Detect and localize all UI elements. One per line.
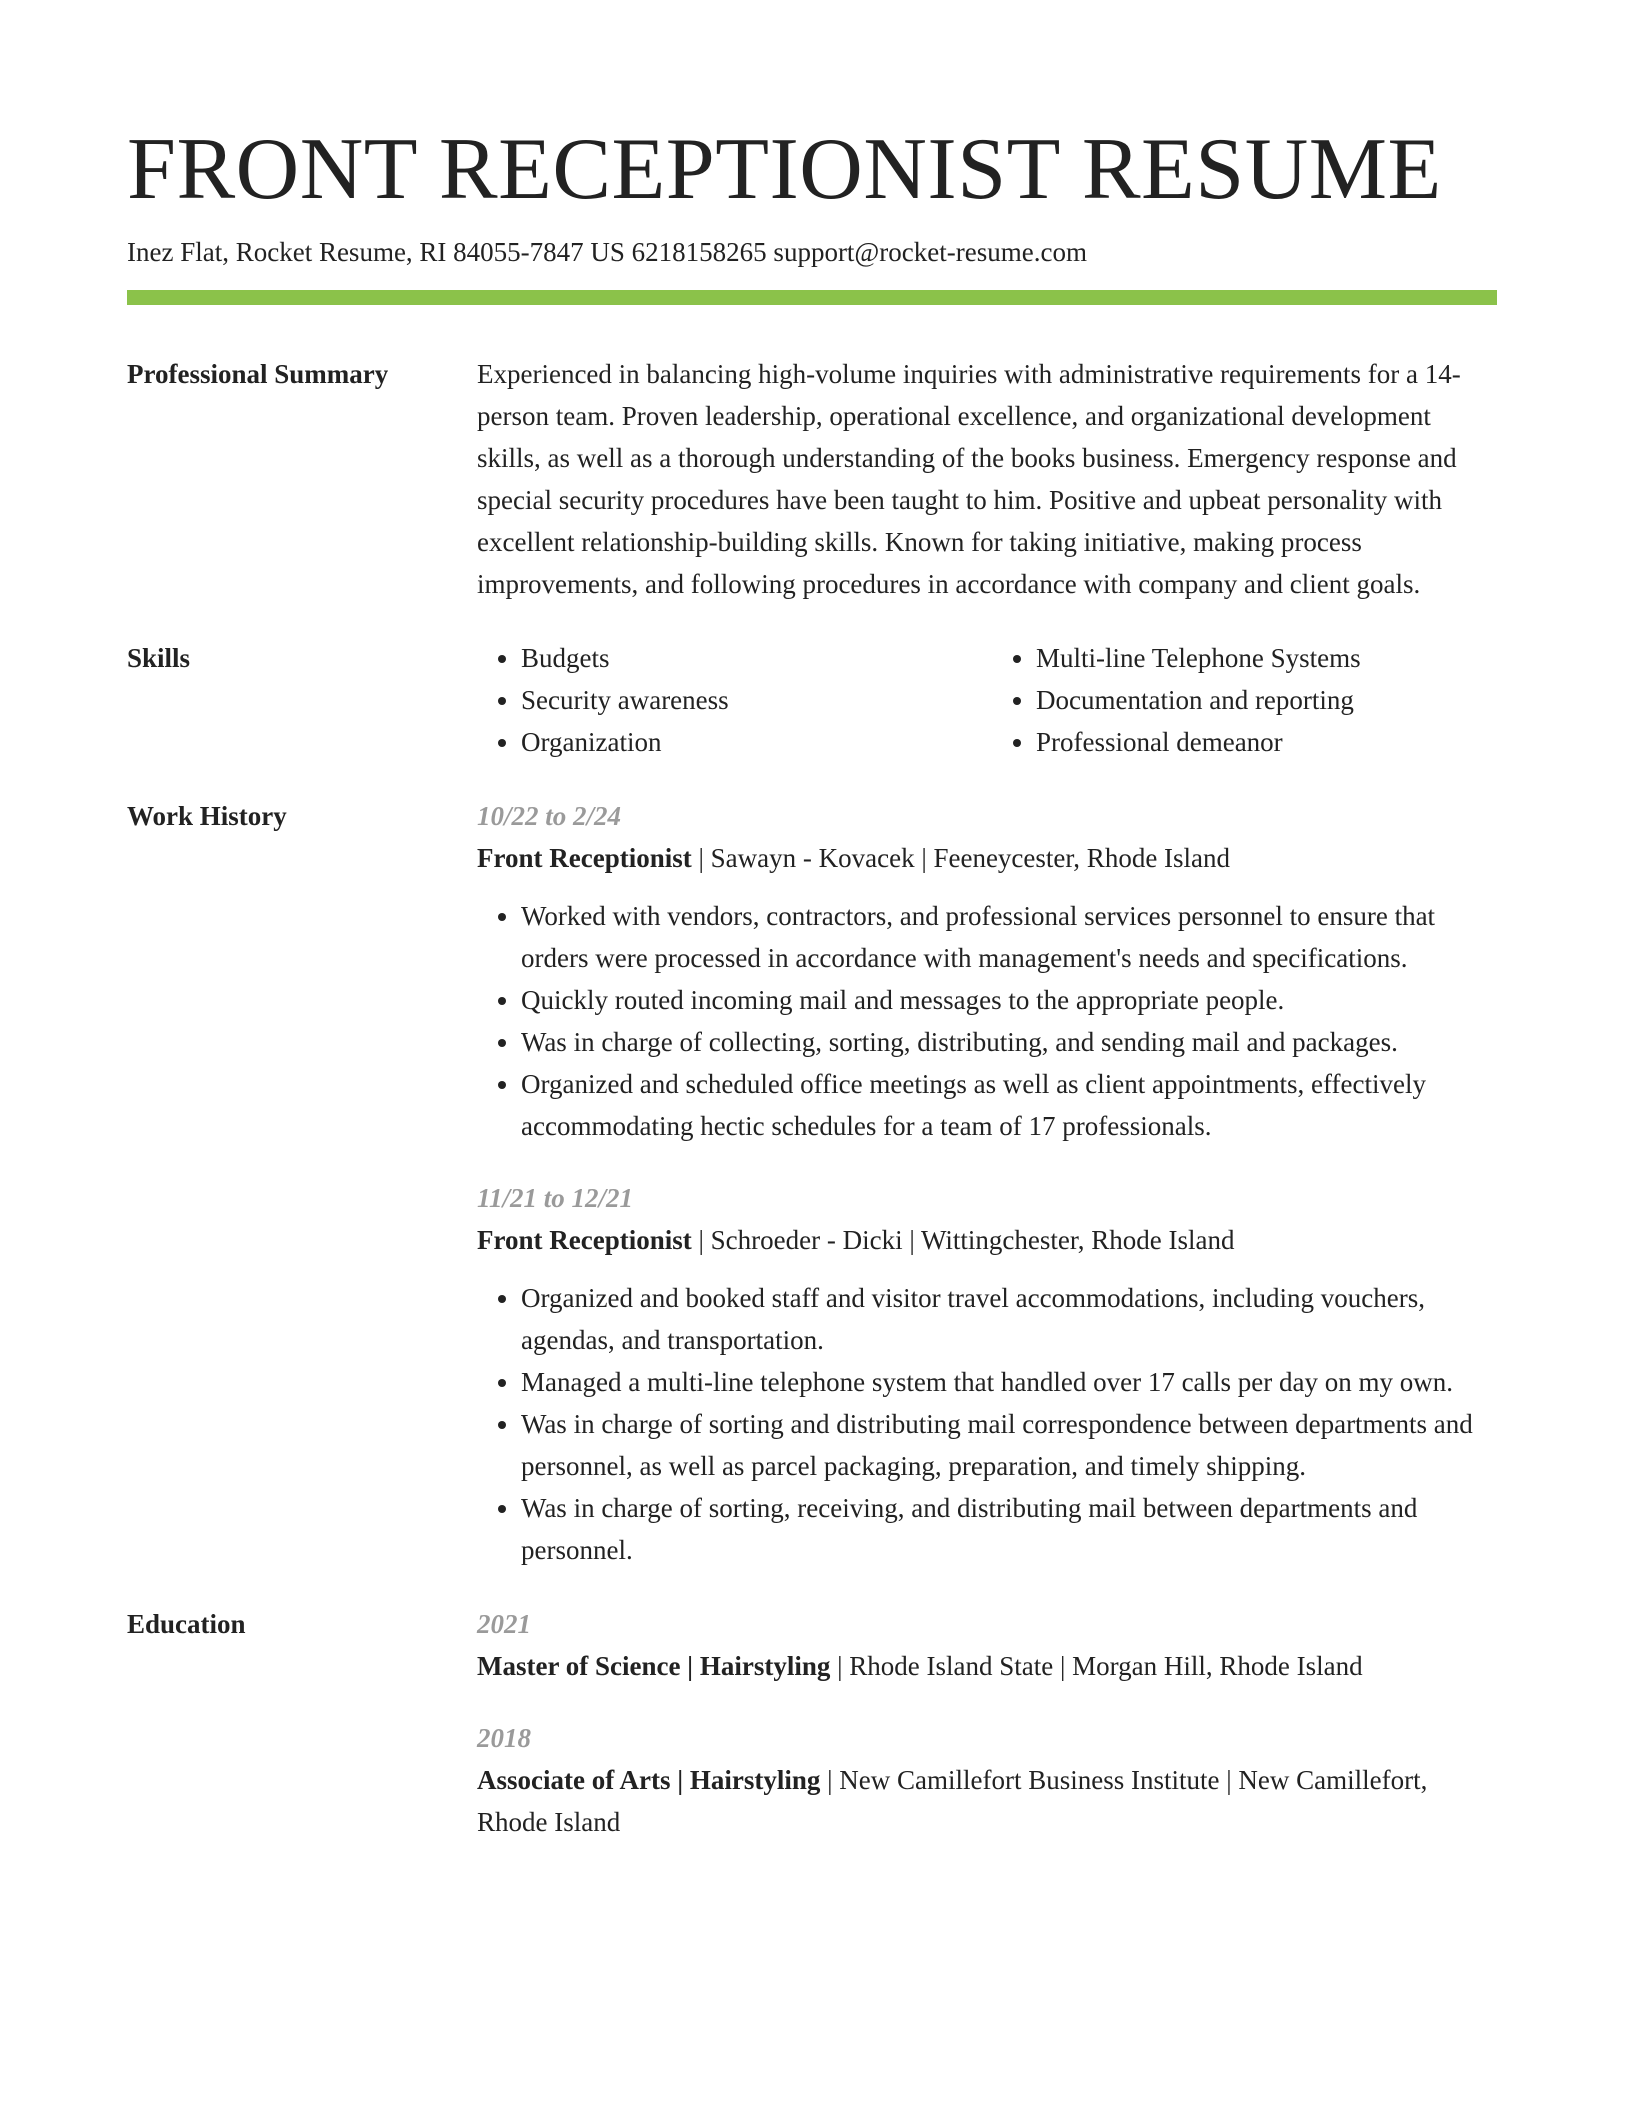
job-employer-location: | Schroeder - Dicki | Wittingchester, Rhode Island: [691, 1225, 1235, 1255]
job-title: Front Receptionist: [477, 843, 692, 873]
education-heading-line: [477, 1645, 1497, 1687]
education-heading-line: [477, 1759, 1497, 1843]
skills-column-right: [992, 637, 1496, 763]
work-history-heading: Work History: [127, 801, 287, 831]
duty-item: • Organized and booked staff and visitor travel accommodations, including vouchers, agendas, and transportation.: [521, 1277, 1497, 1361]
skills-list: [477, 637, 1497, 763]
skills-column-left: [477, 637, 976, 763]
work-history-section: [127, 795, 1497, 1571]
duty-item: • Quickly routed incoming mail and messages to the appropriate people.: [521, 979, 1497, 1021]
accent-divider: [127, 290, 1497, 305]
duty-item: • Was in charge of collecting, sorting, distributing, and sending mail and packages.: [521, 1021, 1497, 1063]
job-duties: [477, 895, 1497, 1147]
resume-page: [127, 118, 1497, 1843]
summary-text: Experienced in balancing high-volume inquiries with administrative requirements for a 14-person team. Proven leadership, operational excellence, and organizational development skills, as well as a thorough understanding of the books business. Emergency response and special security procedures have been taught to him. Positive and upbeat personality with excellent relationship-building skills. Known for taking initiative, making process improvements, and following procedures in accordance with company and client goals.: [477, 359, 1461, 599]
skill-item: • Organization: [521, 721, 976, 763]
skills-heading: Skills: [127, 643, 191, 673]
job-entry: [477, 1177, 1497, 1571]
job-entry: [477, 795, 1497, 1147]
education-entry: [477, 1603, 1497, 1687]
duty-item: • Worked with vendors, contractors, and professional services personnel to ensure that orders were processed in accordance with management's needs and specifications.: [521, 895, 1497, 979]
education-section: [127, 1603, 1497, 1843]
resume-title: FRONT RECEPTIONIST RESUME: [127, 121, 1442, 218]
duty-item: • Organized and scheduled office meetings as well as client appointments, effectively accommodating hectic schedules for a team of 17 professionals.: [521, 1063, 1497, 1147]
education-entry: [477, 1717, 1497, 1843]
education-heading: Education: [127, 1609, 246, 1639]
job-duties: [477, 1277, 1497, 1571]
job-heading: [477, 1219, 1497, 1261]
skill-item: • Professional demeanor: [1036, 721, 1496, 763]
school-location: | New Camillefort Business Institute | New Camillefort, Rhode Island: [477, 1765, 1428, 1837]
summary-heading: Professional Summary: [127, 359, 389, 389]
skill-item: • Multi-line Telephone Systems: [1036, 637, 1496, 679]
skill-item: • Security awareness: [521, 679, 976, 721]
skill-item: • Budgets: [521, 637, 976, 679]
school-location: | Rhode Island State | Morgan Hill, Rhode Island: [830, 1651, 1363, 1681]
job-heading: [477, 837, 1497, 879]
summary-section: [127, 353, 1497, 605]
duty-item: • Managed a multi-line telephone system that handled over 17 calls per day on my own.: [521, 1361, 1497, 1403]
education-year: 2021: [477, 1609, 531, 1639]
work-history-entries: [477, 795, 1497, 1571]
job-dates: 10/22 to 2/24: [477, 801, 622, 831]
degree-name: Master of Science | Hairstyling: [477, 1651, 831, 1681]
degree-name: Associate of Arts | Hairstyling: [477, 1765, 821, 1795]
education-entries: [477, 1603, 1497, 1843]
job-title: Front Receptionist: [477, 1225, 692, 1255]
duty-item: • Was in charge of sorting, receiving, and distributing mail between departments and personnel.: [521, 1487, 1497, 1571]
skill-item: • Documentation and reporting: [1036, 679, 1496, 721]
job-dates: 11/21 to 12/21: [477, 1183, 634, 1213]
education-year: 2018: [477, 1723, 531, 1753]
skills-section: [127, 637, 1497, 763]
job-employer-location: | Sawayn - Kovacek | Feeneycester, Rhode Island: [691, 843, 1231, 873]
duty-item: • Was in charge of sorting and distributing mail correspondence between departments and personnel, as well as parcel packaging, preparation, and timely shipping.: [521, 1403, 1497, 1487]
contact-line: Inez Flat, Rocket Resume, RI 84055-7847 US 6218158265 support@rocket-resume.com: [127, 237, 1087, 267]
